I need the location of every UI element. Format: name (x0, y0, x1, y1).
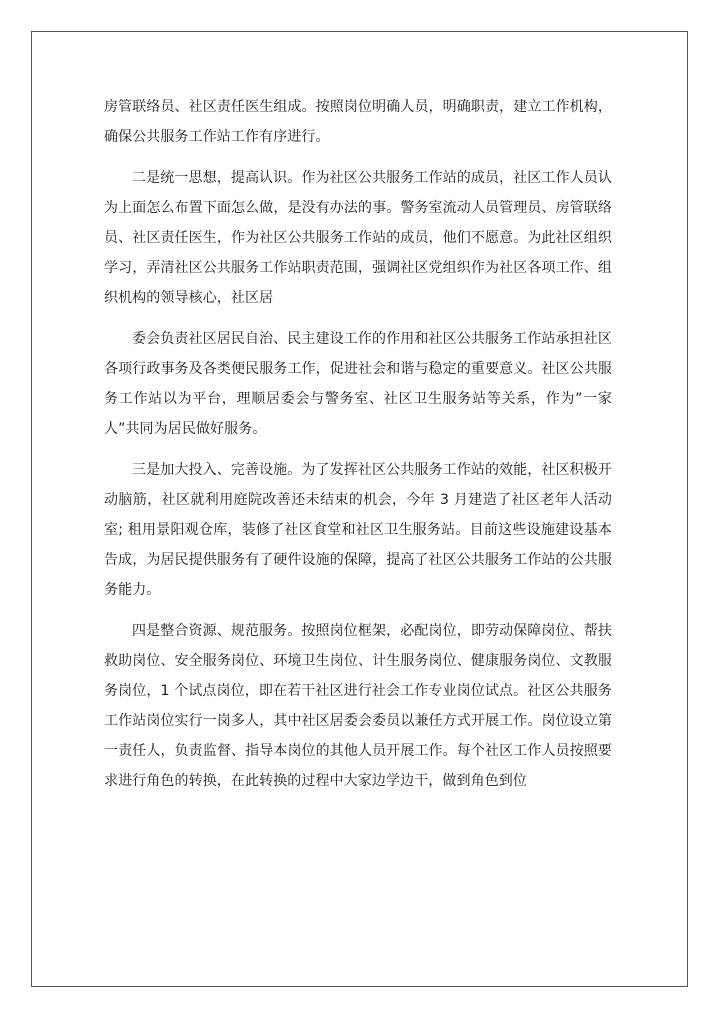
paragraph-4: 三是加大投入、完善设施。为了发挥社区公共服务工作站的效能，社区积极开动脑筋，社区就利用庭院改善还未结束的机会，今年 3 月建造了社区老年人活动室; 租用景阳观仓库，装修了社区食堂和社区卫生服务站。目前这些设施建设基本告成，为居民提供服务有了硬件设施的保障，提高了社区公共服务工作站的公共服务能力。 (104, 462, 612, 598)
paragraph-2: 二是统一思想，提高认识。作为社区公共服务工作站的成员，社区工作人员认为上面怎么布置下面怎么做，是没有办法的事。警务室流动人员管理员、房管联络员、社区责任医生，作为社区公共服务工作站的成员，他们不愿意。为此社区组织学习，弄清社区公共服务工作站职责范围，强调社区党组织作为社区各项工作、组织机构的领导核心，社区居 (104, 170, 612, 306)
paragraph-5: 四是整合资源、规范服务。按照岗位框架，必配岗位，即劳动保障岗位、帮扶救助岗位、安全服务岗位、环境卫生岗位、计生服务岗位、健康服务岗位、文教服务岗位，1 个试点岗位，即在若干社区进行社会工作专业岗位试点。社区公共服务工作站岗位实行一岗多人，其中社区居委会委员以兼任方式开展工作。岗位设立第一责任人，负责监督、指导本岗位的其他人员开展工作。每个社区工作人员按照要求进行角色的转换，在此转换的过程中大家边学边干，做到角色到位 (104, 623, 612, 789)
document-body (104, 92, 612, 807)
paragraph-3: 委会负责社区居民自治、民主建设工作的作用和社区公共服务工作站承担社区各项行政事务及各类便民服务工作，促进社会和谐与稳定的重要意义。社区公共服务工作站以为平台，理顺居委会与警务室、社区卫生服务站等关系，作为”一家人”共同为居民做好服务。 (104, 331, 612, 437)
paragraph-1: 房管联络员、社区责任医生组成。按照岗位明确人员，明确职责，建立工作机构，确保公共服务工作站工作有序进行。 (104, 99, 612, 145)
